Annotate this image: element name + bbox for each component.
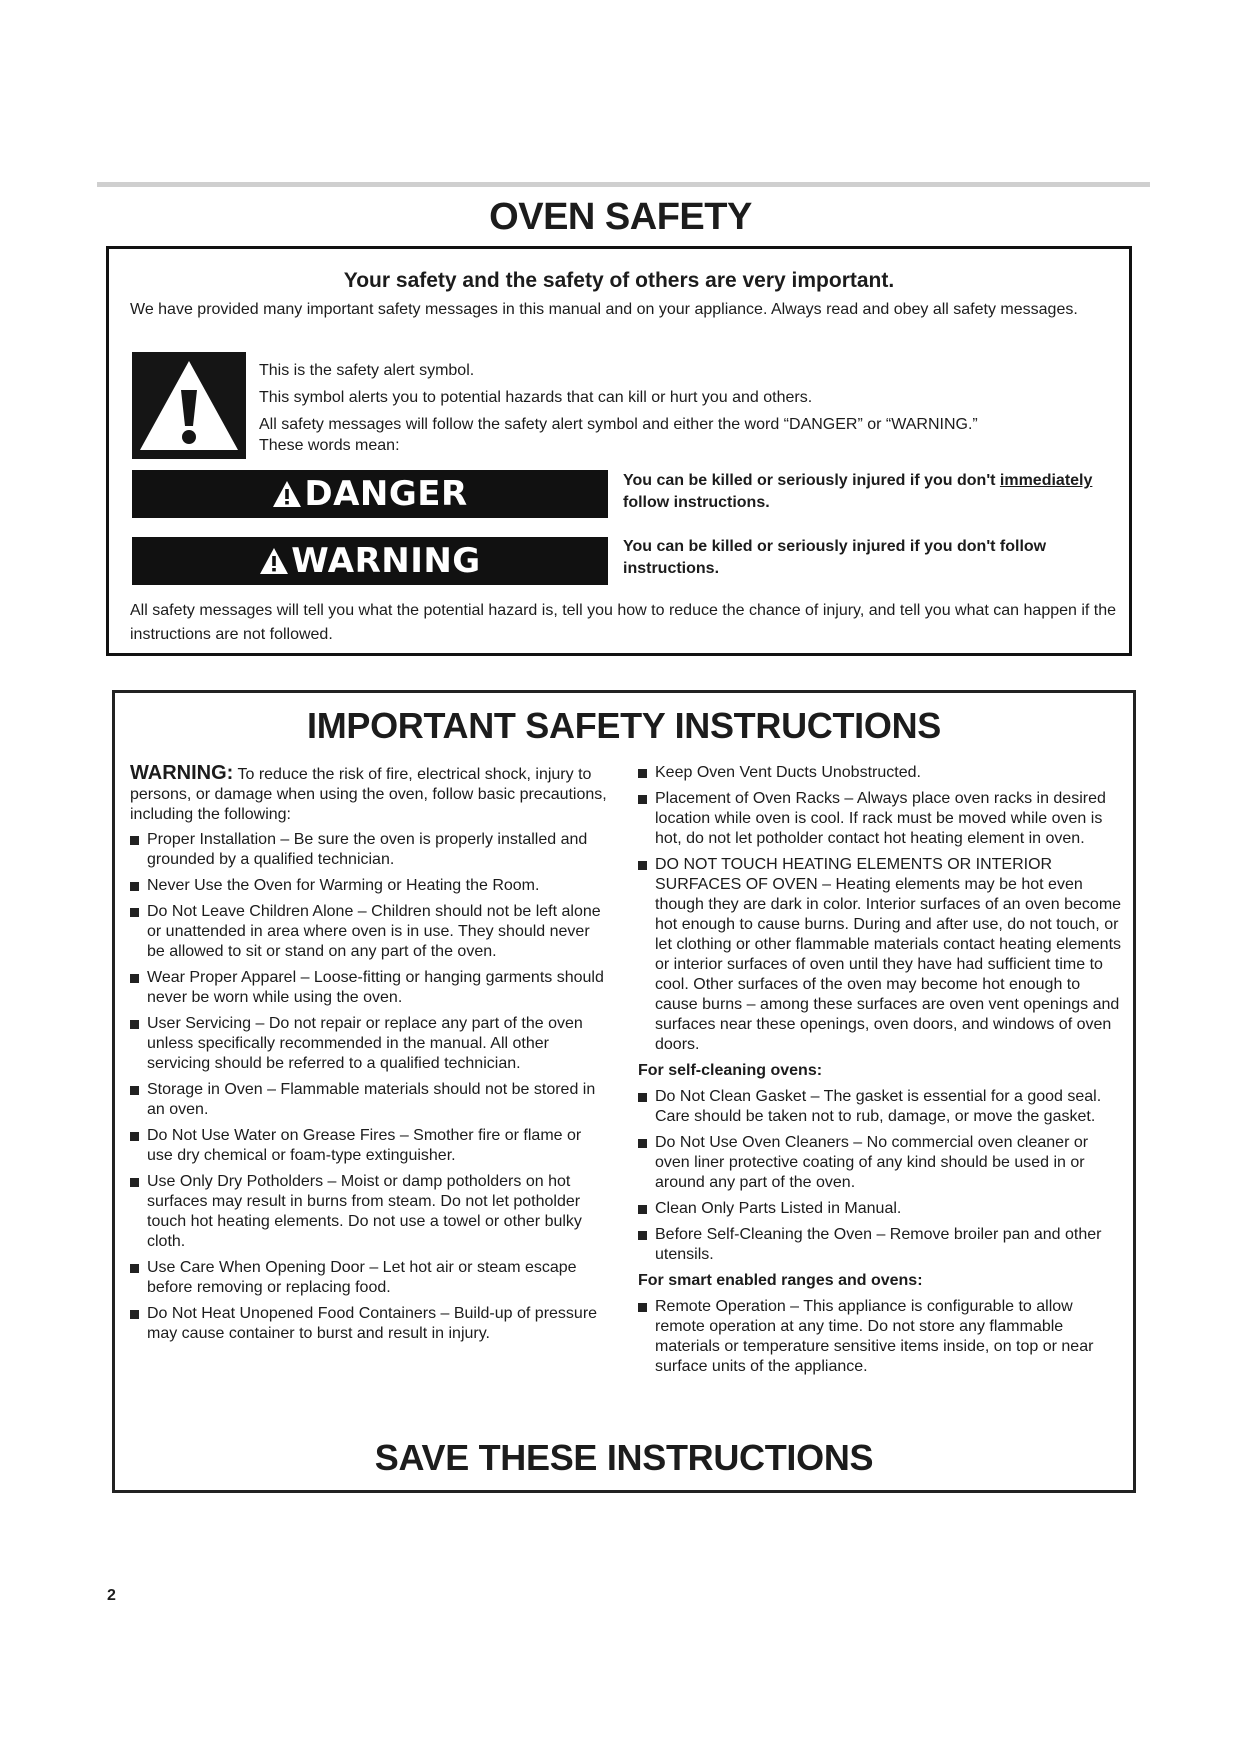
list-item [130, 830, 610, 870]
alert-line: All safety messages will follow the safety alert symbol and either the word “DANGER” or “WARNING.” [259, 416, 978, 433]
list-item-text: Remote Operation – This appliance is configurable to allow remote operation at any time. Do not store any flammable materials or temperature sensitive items inside, on top or near surface units of the appliance. [655, 1298, 1094, 1375]
square-bullet-icon [130, 836, 139, 845]
alert-line: This is the safety alert symbol. [259, 362, 475, 379]
list-item-text: Do Not Use Oven Cleaners – No commercial oven cleaner or oven liner protective coating of any kind should be used in or around any part of the oven. [655, 1134, 1089, 1191]
danger-meaning-emphasis: immediately [999, 472, 1093, 489]
square-bullet-icon [130, 1086, 139, 1095]
list-item-text: Use Only Dry Potholders – Moist or damp potholders on hot surfaces may result in burns from steam. Do not let potholder touch hot heating elements. Do not use a towel or other bulky cloth. [147, 1173, 582, 1250]
warning-banner [132, 537, 608, 585]
safety-subhead: Your safety and the safety of others are very important. [343, 269, 895, 292]
square-bullet-icon [130, 882, 139, 891]
instructions-title: IMPORTANT SAFETY INSTRUCTIONS [307, 705, 941, 746]
list-item-text: Do Not Leave Children Alone – Children should not be left alone or unattended in area where oven is in use. They should never be allowed to sit or stand on any part of the oven. [147, 903, 601, 960]
left-instruction-list [130, 830, 610, 1344]
smart-enabled-heading: For smart enabled ranges and ovens: [638, 1272, 923, 1289]
list-item [638, 763, 1123, 783]
warning-lead-label: WARNING: [130, 762, 234, 784]
alert-symbol-explanation [259, 357, 1079, 456]
right-instruction-list [638, 763, 1123, 1055]
safety-message-box [106, 246, 1132, 656]
alert-triangle-icon [272, 473, 302, 521]
list-item-text: Before Self-Cleaning the Oven – Remove broiler pan and other utensils. [655, 1226, 1102, 1263]
list-item-text: Never Use the Oven for Warming or Heating the Room. [147, 877, 540, 894]
instructions-right-column [638, 763, 1123, 1383]
instructions-left-column [130, 763, 610, 1350]
list-item-text: User Servicing – Do not repair or replace any part of the oven unless specifically recommended in the manual. All other servicing should be referred to a qualified technician. [147, 1015, 583, 1072]
list-item [130, 1304, 610, 1344]
square-bullet-icon [638, 795, 647, 804]
list-item [638, 1199, 1123, 1219]
list-item-text: Do Not Clean Gasket – The gasket is essential for a good seal. Care should be taken not to rub, damage, or move the gasket. [655, 1088, 1102, 1125]
square-bullet-icon [130, 908, 139, 917]
safety-intro: We have provided many important safety messages in this manual and on your appliance. Always read and obey all safety messages. [130, 301, 1078, 318]
square-bullet-icon [130, 1132, 139, 1141]
self-cleaning-list [638, 1087, 1123, 1265]
warning-meaning: You can be killed or seriously injured if you don't follow instructions. [623, 538, 1047, 577]
list-item [130, 1126, 610, 1166]
list-item-text: Proper Installation – Be sure the oven is properly installed and grounded by a qualified technician. [147, 831, 588, 868]
square-bullet-icon [638, 1093, 647, 1102]
safety-alert-icon [132, 352, 246, 459]
list-item [638, 1133, 1123, 1193]
smart-enabled-list [638, 1297, 1123, 1377]
list-item [638, 855, 1123, 1055]
square-bullet-icon [130, 1310, 139, 1319]
list-item [130, 1172, 610, 1252]
list-item-text: Do Not Use Water on Grease Fires – Smother fire or flame or use dry chemical or foam-type extinguisher. [147, 1127, 582, 1164]
list-item [638, 1297, 1123, 1377]
list-item [638, 789, 1123, 849]
list-item-text: Placement of Oven Racks – Always place oven racks in desired location while oven is cool. If rack must be moved while oven is hot, do not let potholder contact hot heating element in oven. [655, 790, 1106, 847]
list-item [638, 1087, 1123, 1127]
alert-line: These words mean: [259, 437, 400, 454]
list-item-text: Use Care When Opening Door – Let hot air or steam escape before removing or replacing food. [147, 1259, 577, 1296]
list-item [130, 1258, 610, 1298]
list-item [638, 1225, 1123, 1265]
danger-meaning-part: You can be killed or seriously injured if you don't [623, 472, 1000, 489]
safety-outro: All safety messages will tell you what the potential hazard is, tell you how to reduce the chance of injury, and tell you what can happen if the instructions are not followed. [130, 602, 1117, 643]
warning-lead [130, 763, 610, 825]
danger-banner [132, 470, 608, 518]
list-item-text: Do Not Heat Unopened Food Containers – Build-up of pressure may cause container to burst and result in injury. [147, 1305, 598, 1342]
square-bullet-icon [130, 974, 139, 983]
square-bullet-icon [638, 1205, 647, 1214]
alert-line: This symbol alerts you to potential hazards that can kill or hurt you and others. [259, 389, 813, 406]
square-bullet-icon [638, 1139, 647, 1148]
safety-instructions-box [112, 690, 1136, 1493]
list-item [130, 1080, 610, 1120]
page-title: OVEN SAFETY [489, 196, 752, 238]
square-bullet-icon [130, 1264, 139, 1273]
self-cleaning-heading: For self-cleaning ovens: [638, 1062, 823, 1079]
list-item [130, 876, 610, 896]
list-item-text: Wear Proper Apparel – Loose-fitting or hanging garments should never be worn while using the oven. [147, 969, 604, 1006]
square-bullet-icon [130, 1178, 139, 1187]
top-rule [97, 182, 1150, 187]
list-item [130, 1014, 610, 1074]
alert-triangle-icon [259, 540, 289, 588]
list-item-text: Clean Only Parts Listed in Manual. [655, 1200, 902, 1217]
square-bullet-icon [638, 769, 647, 778]
square-bullet-icon [638, 1231, 647, 1240]
list-item [130, 968, 610, 1008]
list-item-text: DO NOT TOUCH HEATING ELEMENTS OR INTERIOR SURFACES OF OVEN – Heating elements may be hot even though they are dark in color. Interior surfaces of an oven become hot enough to cause burns. During and after use, do not touch, or let clothing or other flammable materials contact heating elements or interior surfaces of oven until they have had sufficient time to cool. Other surfaces of the oven may become hot enough to cause burns – among these surfaces are oven vent openings and surfaces near these openings, oven doors, and windows of oven doors. [655, 856, 1122, 1053]
save-instructions-title: SAVE THESE INSTRUCTIONS [374, 1437, 874, 1478]
list-item-text: Keep Oven Vent Ducts Unobstructed. [655, 764, 921, 781]
square-bullet-icon [130, 1020, 139, 1029]
danger-meaning [623, 470, 1123, 514]
warning-lead-text: To reduce the risk of fire, electrical shock, injury to persons, or damage when using the oven, follow basic precautions, including the following: [130, 766, 607, 823]
list-item-text: Storage in Oven – Flammable materials should not be stored in an oven. [147, 1081, 596, 1118]
page-number: 2 [107, 1587, 116, 1604]
square-bullet-icon [638, 1303, 647, 1312]
list-item [130, 902, 610, 962]
warning-label: WARNING [291, 541, 481, 581]
danger-meaning-part: follow instructions. [623, 494, 770, 511]
square-bullet-icon [638, 861, 647, 870]
danger-label: DANGER [304, 474, 468, 514]
